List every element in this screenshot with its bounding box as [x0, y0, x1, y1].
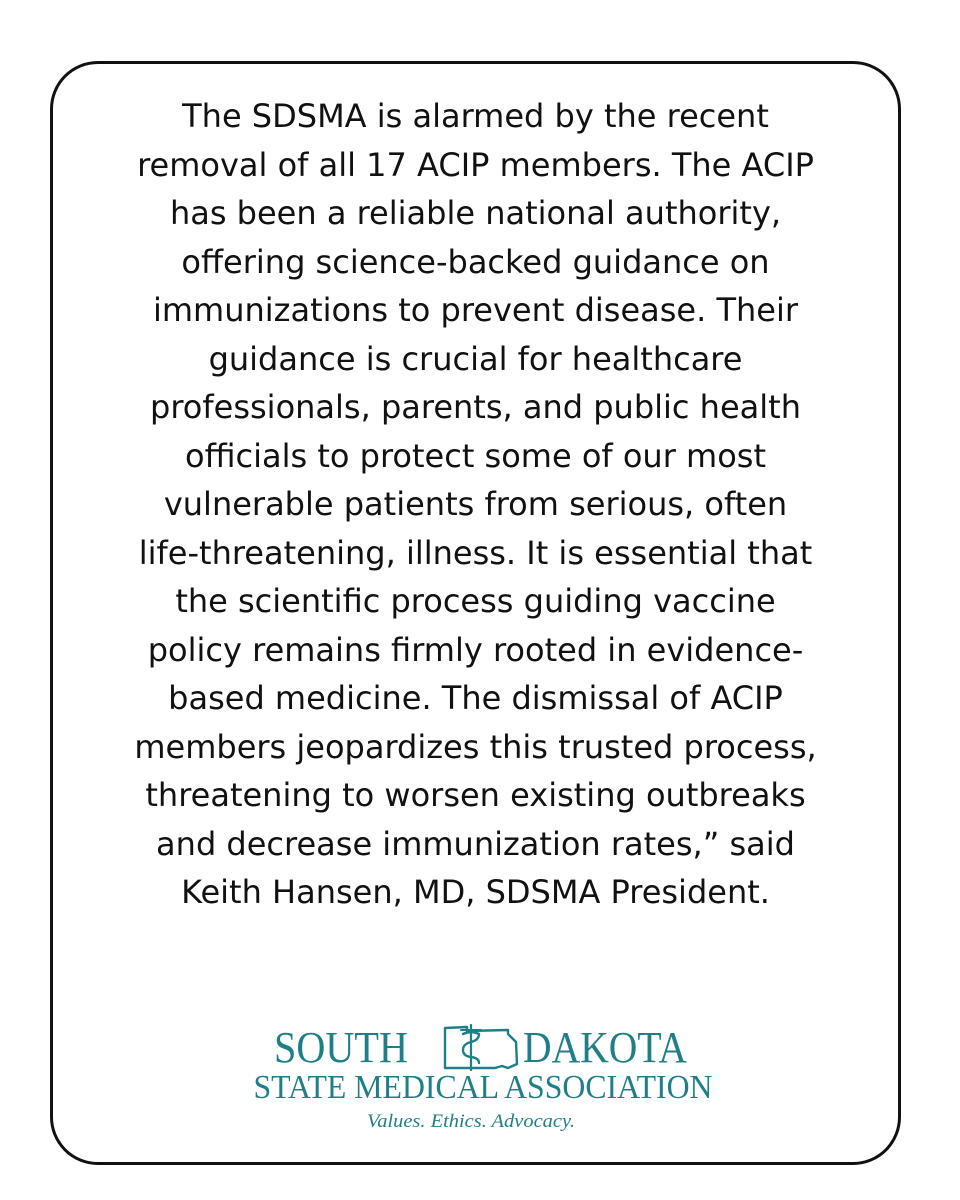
- quote-line: threatening to worsen existing outbreaks: [145, 776, 806, 814]
- quote-line: vulnerable patients from serious, often: [163, 485, 788, 523]
- quote-line: removal of all 17 ACIP members. The ACIP: [137, 145, 814, 184]
- logo-word-dakota: DAKOTA: [523, 1023, 688, 1072]
- quote-line: members jeopardizes this trusted process,: [134, 727, 817, 766]
- quote-line: offering science-backed guidance on: [181, 242, 770, 281]
- quote-line: professionals, parents, and public health: [150, 388, 801, 426]
- sdsma-logo-graphic: [53, 1022, 898, 1142]
- logo-tagline: Values. Ethics. Advocacy.: [367, 1111, 575, 1132]
- caduceus-state-outline-icon: [445, 1025, 517, 1070]
- quote-line: guidance is crucial for healthcare: [208, 339, 743, 378]
- quote-line: and decrease immunization rates,” said: [156, 824, 795, 863]
- quote-line: has been a reliable national authority,: [169, 194, 782, 232]
- statement-card: [50, 61, 901, 1165]
- quote-line: policy remains firmly rooted in evidence-: [147, 630, 804, 669]
- quote-line: life-threatening, illness. It is essential that: [138, 533, 813, 572]
- quote-line: the scientific process guiding vaccine: [175, 582, 776, 620]
- quote-line: based medicine. The dismissal of ACIP: [168, 679, 783, 717]
- quote-line: officials to protect some of our most: [185, 436, 766, 475]
- quote-text: [53, 92, 898, 917]
- quote-line: The SDSMA is alarmed by the recent: [182, 97, 769, 135]
- quote-line: immunizations to prevent disease. Their: [152, 291, 799, 329]
- logo-org-name: STATE MEDICAL ASSOCIATION: [253, 1069, 713, 1106]
- sdsma-logo: [53, 1022, 898, 1142]
- quote-line: Keith Hansen, MD, SDSMA President.: [181, 873, 770, 911]
- logo-word-south: SOUTH: [274, 1023, 408, 1072]
